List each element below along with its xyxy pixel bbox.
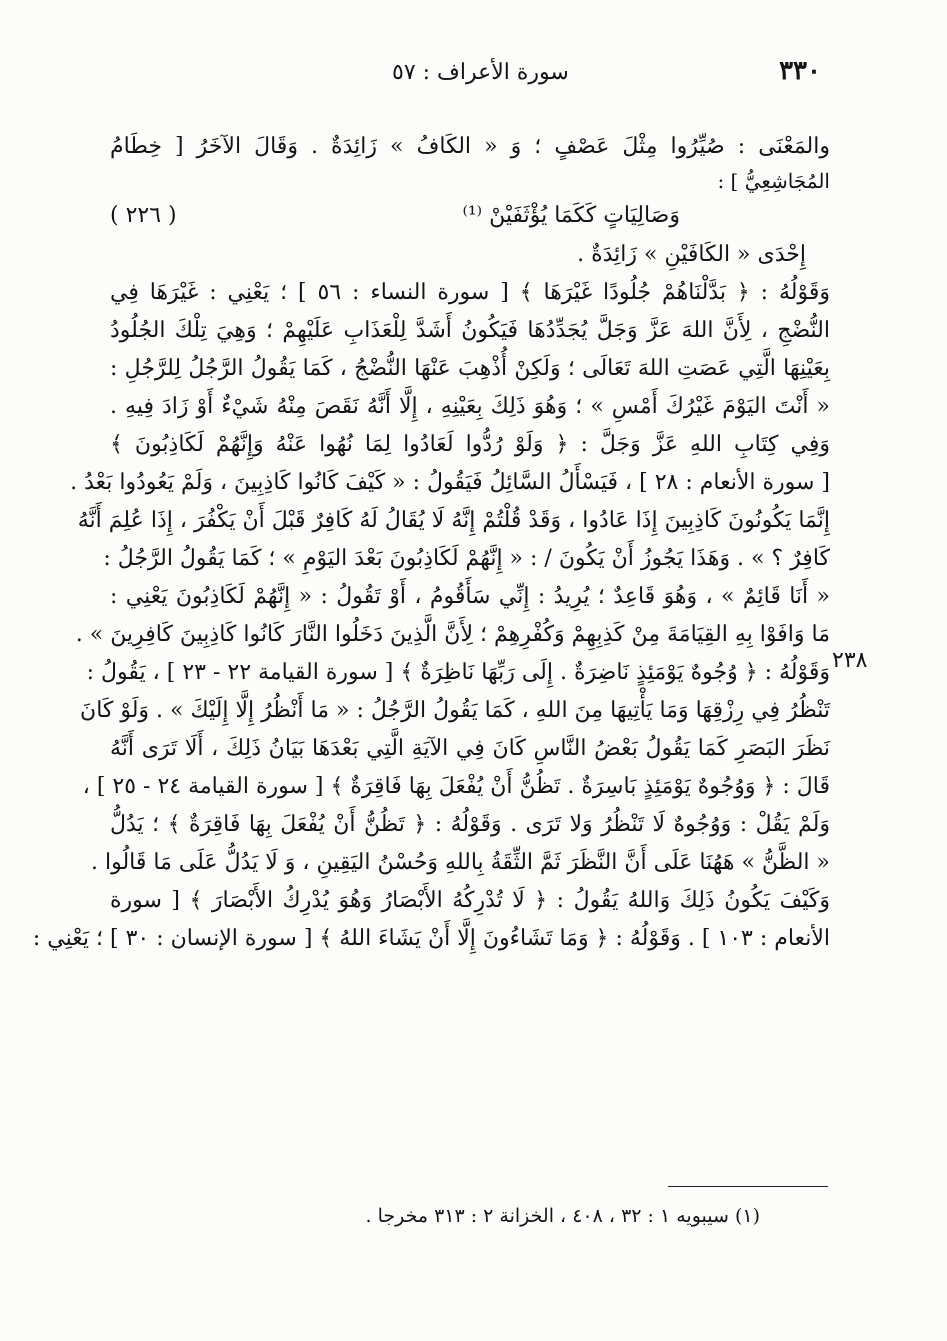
text-line: كَافِرٌ ؟ » . وَهَذَا يَجُوزُ أَنْ يَكُونَ / : « إِنَّهُمْ لَكَاذِبُونَ بَعْدَ اليَوْمِ » ؛ كَمَا يَقُولُ الرَّجُلُ : — [103, 546, 830, 571]
text-line: إِنَّمَا يَكُونُونَ كَاذِبِينَ إِذَا عَادُوا ، وَقَدْ قُلْتُمْ إِنَّهُ لَا يُقَالُ لَهُ كَافِرٌ قَبْلَ أَنْ يَكْفُرَ ، إِذَا عُلِمَ أَنَّهُ — [77, 508, 830, 533]
verse-text: وَصَالِيَاتٍ كَكَمَا يُؤْثَفَيْنْ ⁽¹⁾ — [462, 203, 680, 228]
text-line: « الظَّنُّ » هَهُنَا عَلَى أَنَّ النَّظَرَ ثَمَّ الثِّقَةُ بِاللهِ وَحُسْنُ اليَقِينِ ، وَ لَا يَدُلُّ عَلَى مَا قَالُوا . — [90, 850, 830, 875]
text-line: وَقَوْلُهُ : ﴿ وُجُوهٌ يَوْمَئِذٍ نَاضِرَةٌ . إِلَى رَبِّهَا نَاظِرَةٌ ﴾ [ سورة القيامة ٢٢ - ٢٣ ] ، يَقُولُ : — [86, 660, 830, 685]
text-line: النُّضْجِ ، لِأَنَّ اللهَ عَزَّ وَجَلَّ يُجَدِّدُهَا فَيَكُونُ أَشَدَّ لِلْعَذَابِ عَلَيْهِمْ ؛ وَهِيَ تِلْكَ الجُلُودُ — [110, 318, 830, 343]
text-line: وَكَيْفَ يَكُونُ ذَلِكَ وَاللهُ يَقُولُ : ﴿ لَا تُدْرِكُهُ الأَبْصَارُ وَهُوَ يُدْرِكُ الأَبْصَارَ ﴾ [ سورة — [110, 888, 830, 913]
text-line: وَقَوْلُهُ : ﴿ بَدَّلْنَاهُمْ جُلُودًا غَيْرَهَا ﴾ [ سورة النساء : ٥٦ ] ؛ يَعْنِي : غَيْرَهَا فِي — [110, 280, 830, 305]
text-line: [ سورة الأنعام : ٢٨ ] ، فَيَسْأَلُ السَّائِلُ فَيَقُولُ : « كَيْفَ كَانُوا كَاذِبِينَ ، وَلَمْ يَعُودُوا بَعْدُ . — [70, 470, 830, 495]
footnote-separator — [668, 1186, 828, 1187]
text-line: والمَعْنَى : صُيِّرُوا مِثْلَ عَصْفٍ ؛ وَ « الكَافُ » زَائِدَةٌ . وَقَالَ الآخَرُ [ خِطَامُ — [110, 134, 830, 159]
page-number: ٣٣٠ — [779, 56, 821, 86]
footnote: (١) سيبويه ١ : ٣٢ ، ٤٠٨ ، الخزانة ٢ : ٣١٣ مخرجا . — [365, 1205, 760, 1227]
text-line: الأنعام : ١٠٣ ] . وَقَوْلُهُ : ﴿ وَمَا تَشَاءُونَ إِلَّا أَنْ يَشَاءَ اللهُ ﴾ [ سورة الإنسان : ٣٠ ] ؛ يَعْنِي : — [32, 926, 830, 951]
text-line: « أَنْتَ اليَوْمَ غَيْرُكَ أَمْسِ » ؛ وَهُوَ ذَلِكَ بِعَيْنِهِ ، إِلَّا أَنَّهُ نَقَصَ مِنْهُ شَيْءٌ أَوْ زَادَ فِيهِ . — [110, 394, 830, 419]
text-line: تَنْظُرُ فِي رِزْقِهَا وَمَا يَأْتِيهَا مِنَ اللهِ ، كَمَا يَقُولُ الرَّجُلُ : « مَا أَنْظُرُ إِلَّا إِلَيْكَ » . وَلَوْ كَانَ — [80, 698, 830, 723]
poetry-verse — [110, 196, 830, 236]
text-line: المُجَاشِعِيُّ ] : — [717, 169, 830, 193]
text-line: وَلَمْ يَقُلْ : وَوُجُوهٌ لَا تَنْظُرُ وَلا تَرَى . وَقَوْلُهُ : ﴿ تَظُنُّ أَنْ يُفْعَلَ بِهَا فَاقِرَةٌ ﴾ ؛ يَدُلُّ — [110, 812, 830, 837]
text-line: إِحْدَى « الكَافَيْنِ » زَائِدَةٌ . — [577, 242, 806, 267]
main-text — [32, 128, 830, 958]
text-line: « أَنَا قَائِمٌ » ، وَهُوَ قَاعِدٌ ؛ يُرِيدُ : إِنِّي سَأَقُومُ ، أَوْ تَقُولُ : « إِنَّهُمْ لَكَاذِبُونَ يَعْنِي : — [110, 584, 830, 609]
running-header: سورة الأعراف : ٥٧ — [392, 60, 569, 85]
text-line: وَفِي كِتَابِ اللهِ عَزَّ وَجَلَّ : ﴿ وَلَوْ رُدُّوا لَعَادُوا لِمَا نُهُوا عَنْهُ وَإِنَّهُمْ لَكَاذِبُونَ ﴾ — [110, 432, 830, 457]
verse-number: ( ٢٢٦ ) — [110, 203, 177, 228]
text-line: مَا وَافَوْا بِهِ القِيَامَةَ مِنْ كَذِبِهِمْ وَكُفْرِهِمْ ؛ لِأَنَّ الَّذِينَ دَخَلُوا النَّارَ كَانُوا كَاذِبِينَ كَافِرِينَ » . — [75, 622, 830, 647]
text-line: قَالَ : ﴿ وَوُجُوهٌ يَوْمَئِذٍ بَاسِرَةٌ . تَظُنُّ أَنْ يُفْعَلَ بِهَا فَاقِرَةٌ ﴾ [ سورة القيامة ٢٤ - ٢٥ ] ، — [82, 774, 830, 799]
text-line: بِعَيْنِهَا الَّتِي عَصَتِ اللهَ تَعَالَى ؛ وَلَكِنْ أُذْهِبَ عَنْهَا النُّضْجُ ، كَمَا يَقُولُ الرَّجُلُ لِلرَّجُلِ : — [110, 356, 830, 381]
margin-page-reference: ٢٣٨ — [832, 648, 868, 673]
text-line: نَظَرَ البَصَرِ كَمَا يَقُولُ بَعْضُ النَّاسِ كَانَ فِي الآيَةِ الَّتِي بَعْدَهَا بَيَانُ ذَلِكَ ، أَلَا تَرَى أَنَّهُ — [110, 736, 830, 761]
